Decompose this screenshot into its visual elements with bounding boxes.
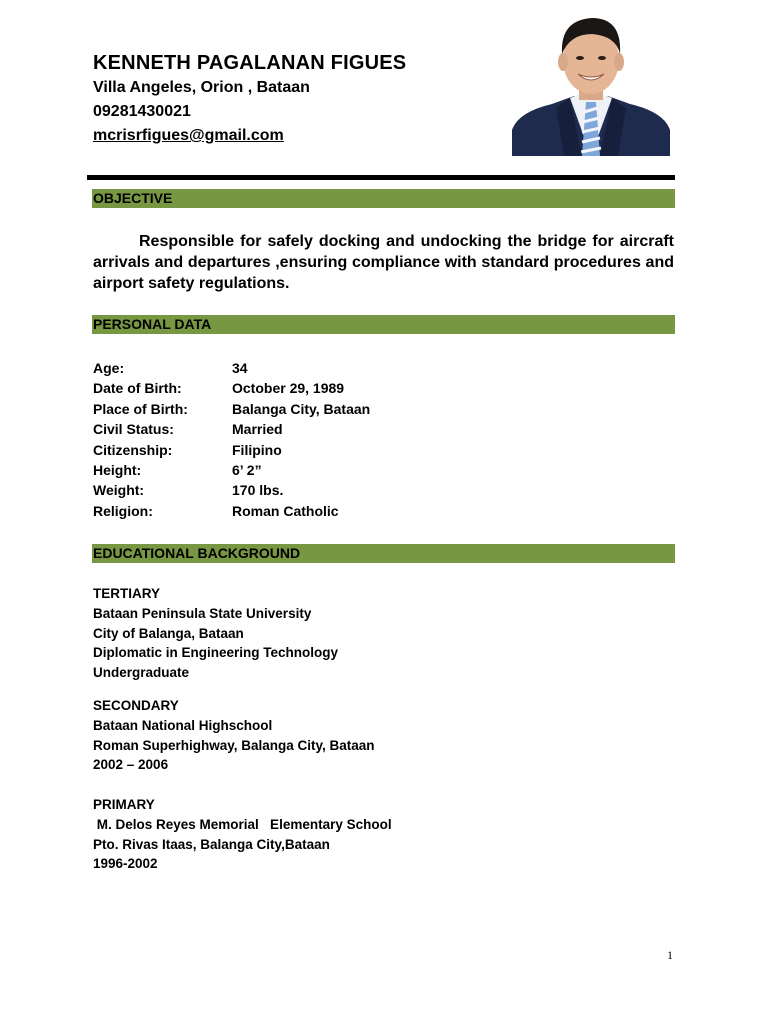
address-text: Villa Angeles, Orion , Bataan — [93, 79, 310, 96]
personal-data-row-birthplace — [93, 399, 370, 419]
civil-status-value: Married — [232, 421, 283, 438]
personal-data-heading: PERSONAL DATA — [92, 315, 675, 334]
secondary-address: Roman Superhighway, Balanga City, Bataan — [93, 737, 375, 753]
tertiary-school: Bataan Peninsula State University — [93, 605, 312, 621]
age-label: Age: — [93, 360, 125, 376]
education-heading: EDUCATIONAL BACKGROUND — [92, 544, 675, 563]
birthplace-label: Place of Birth: — [93, 400, 188, 417]
citizenship-label: Citizenship: — [93, 441, 173, 458]
height-label: Height: — [93, 461, 142, 478]
tertiary-course: Diplomatic in Engineering Technology — [93, 645, 339, 661]
weight-value: 170 lbs. — [232, 482, 284, 499]
personal-data-table — [93, 358, 370, 521]
birthdate-label: Date of Birth: — [93, 380, 182, 397]
personal-data-row-birthdate — [93, 378, 370, 398]
religion-label: Religion: — [93, 502, 153, 519]
email-link[interactable]: mcrisrfigues@gmail.com — [93, 127, 284, 144]
weight-label: Weight: — [93, 482, 145, 499]
personal-data-row-civil-status — [93, 419, 370, 439]
education-tertiary — [93, 584, 338, 683]
personal-data-row-weight — [93, 480, 370, 500]
tertiary-address: City of Balanga, Bataan — [93, 625, 244, 641]
primary-level: PRIMARY — [93, 797, 155, 812]
personal-data-row-height — [93, 460, 370, 480]
personal-data-row-religion — [93, 501, 370, 521]
primary-address: Pto. Rivas Itaas, Balanga City,Bataan — [93, 836, 330, 852]
birthplace-value: Balanga City, Bataan — [232, 400, 371, 417]
applicant-name: KENNETH PAGALANAN FIGUES — [93, 52, 407, 74]
education-secondary — [93, 696, 375, 775]
profile-photo — [512, 12, 670, 156]
personal-data-row-age — [93, 358, 370, 378]
primary-years: 1996-2002 — [93, 856, 158, 872]
resume-header — [93, 50, 513, 148]
height-value: 6’ 2” — [232, 461, 262, 478]
page-number: 1 — [667, 948, 673, 962]
age-value: 34 — [232, 360, 248, 376]
objective-heading: OBJECTIVE — [92, 189, 675, 208]
religion-value: Roman Catholic — [232, 502, 339, 519]
secondary-school: Bataan National Highschool — [93, 717, 273, 733]
birthdate-value: October 29, 1989 — [232, 380, 345, 397]
phone-text: 09281430021 — [93, 103, 191, 120]
primary-school: M. Delos Reyes Memorial Elementary School — [93, 816, 392, 832]
tertiary-level: TERTIARY — [93, 586, 160, 601]
education-primary — [93, 795, 392, 874]
tertiary-status: Undergraduate — [93, 665, 190, 681]
secondary-level: SECONDARY — [93, 698, 179, 713]
objective-text: Responsible for safely docking and undocking the bridge for aircraft arrivals and departures ,ensuring compliance with standard procedures and airport safety regulations. — [93, 233, 674, 292]
personal-data-row-citizenship — [93, 440, 370, 460]
secondary-years: 2002 – 2006 — [93, 757, 169, 773]
citizenship-value: Filipino — [232, 441, 282, 458]
header-divider — [87, 175, 675, 180]
civil-status-label: Civil Status: — [93, 421, 174, 438]
